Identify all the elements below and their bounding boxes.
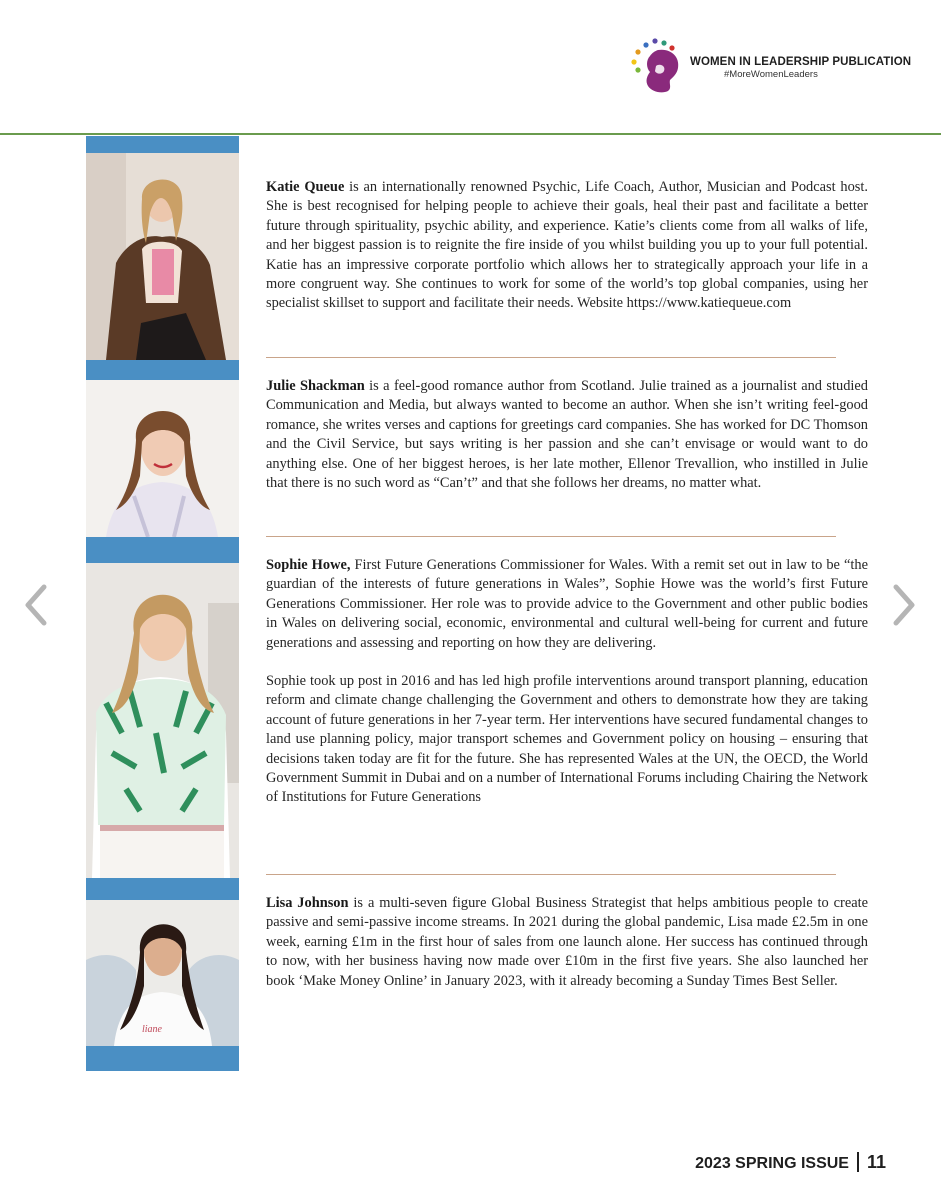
photo-sophie-howe xyxy=(86,563,239,878)
blue-band xyxy=(86,1046,239,1071)
photo-lisa-johnson xyxy=(86,900,239,1046)
blue-band xyxy=(86,136,239,153)
page-number: 11 xyxy=(866,1152,886,1172)
profile-name: Lisa Johnson xyxy=(266,895,349,911)
section-divider xyxy=(266,874,836,875)
chevron-left-icon[interactable] xyxy=(20,583,50,627)
publication-hashtag: #MoreWomenLeaders xyxy=(724,69,818,80)
profile-name: Sophie Howe, xyxy=(266,557,351,573)
profile-bio: is a feel-good romance author from Scotland. Julie trained as a journalist and studied Communication and Media, but always wanted to become an author. When she isn’t writing feel-good romance, she writes verses and captions for greetings card companies. She has worked for DC Thomson and the Civil Service, but says writing is her passion and she can’t envisage or would want to do anything else. One of her biggest heroes, is her late mother, Ellenor Trevallion, who instilled in Julie that there is no such word as “Can’t” and that she follows her dreams, no matter what. xyxy=(266,378,868,492)
profile-name: Katie Queue xyxy=(266,179,345,195)
profile-name: Julie Shackman xyxy=(266,378,365,394)
blue-band xyxy=(86,537,239,563)
profile-sophie-howe xyxy=(266,556,868,808)
svg-text:liane: liane xyxy=(142,1024,162,1035)
photo-katie-queue xyxy=(86,153,239,360)
page-footer xyxy=(695,1152,886,1173)
publication-title: WOMEN IN LEADERSHIP PUBLICATION xyxy=(690,56,912,68)
profile-lisa-johnson xyxy=(266,894,868,991)
publication-logo xyxy=(628,36,694,96)
section-divider xyxy=(266,536,836,537)
profile-bio-continued: Sophie took up post in 2016 and has led high profile interventions around transport planning, education reform and climate change challenging the Government and others to demonstrate how they are taking account of future generations in her 7-year term. Her interventions have secured fundamental changes to land use planning policy, major transport schemes and Government policy on housing – ensuring that decisions taken today are fit for the future. She has represented Wales at the UN, the OECD, the World Government Summit in Dubai and on a number of International Forums including Chairing the Network of Institutions for Future Generations xyxy=(266,673,868,806)
footer-separator xyxy=(857,1152,859,1172)
section-divider xyxy=(266,357,836,358)
profile-bio: First Future Generations Commissioner for Wales. With a remit set out in law to be “the guardian of the interests of future generations in Wales”, Sophie Howe was the world’s first Future Generations Commissioner. Her role was to provide advice to the Government and other public bodies in Wales on delivering social, economic, environmental and cultural well-being for current and future generations and assessing and reporting on how they are delivering. xyxy=(266,557,868,651)
issue-label: 2023 SPRING ISSUE xyxy=(695,1155,849,1172)
header-rule xyxy=(0,133,941,135)
publication-brand xyxy=(690,56,911,80)
profile-bio: is a multi-seven figure Global Business Strategist that helps ambitious people to create passive and semi-passive income streams. In 2021 during the global pandemic, Lisa made £2.5m in one week, earning £1m in the first hour of sales from one launch alone. Her success has continued through to now, with her business having now made over £10m in the first five years. She also launched her book ‘Make Money Online’ in January 2023, with it already becoming a Sunday Times Best Seller. xyxy=(266,895,869,989)
profile-julie-shackman xyxy=(266,377,868,493)
blue-band xyxy=(86,360,239,380)
blue-band xyxy=(86,878,239,900)
chevron-right-icon[interactable] xyxy=(890,583,920,627)
profile-katie-queue xyxy=(266,178,868,314)
profile-bio: is an internationally renowned Psychic, Life Coach, Author, Musician and Podcast host. She is best recognised for helping people to achieve their goals, heal their past and facilitate a better future through spirituality, psychic ability, and experience. Katie’s clients come from all walks of life, and her biggest passion is to reignite the fire inside of you whilst building you up to your full potential. Katie has an impressive corporate portfolio which allows her to strategically approach your life in a more congruent way. She continues to work for some of the world’s top global companies, using her specialist skillset to support and facilitate their needs. Website https://www.katiequeue.com xyxy=(266,179,868,312)
photo-julie-shackman xyxy=(86,380,239,537)
page-header xyxy=(0,0,941,136)
